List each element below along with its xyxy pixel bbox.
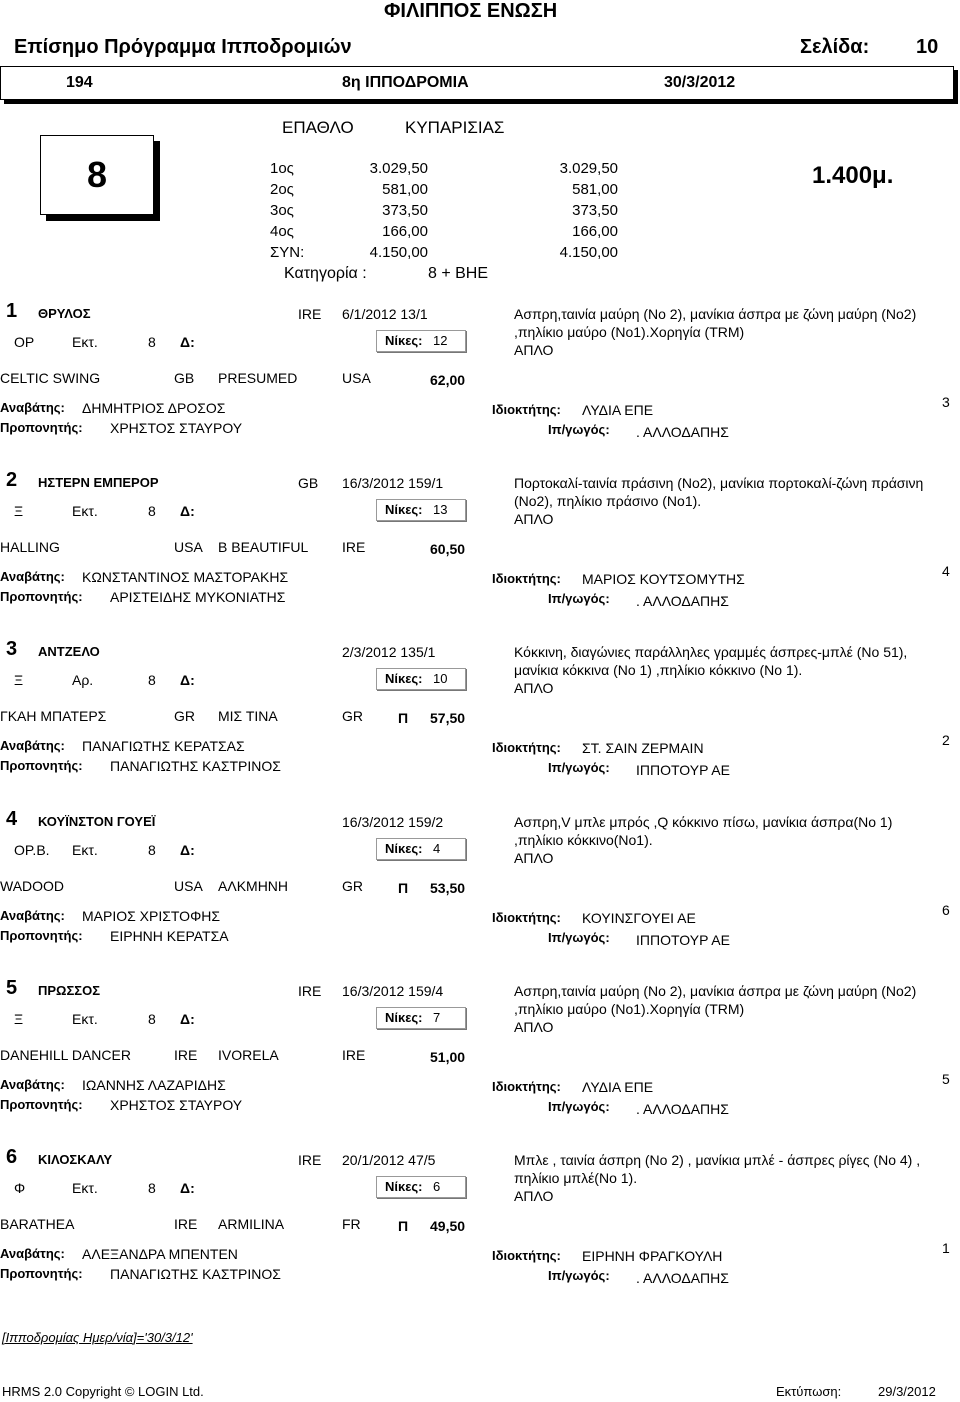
- club-name: ΦΙΛΙΠΠΟΣ ΕΝΩΣΗ: [384, 0, 558, 22]
- colors-line3: ΑΠΛΟ: [514, 1019, 554, 1035]
- prize-name: ΚΥΠΑΡΙΣΙΑΣ: [405, 118, 505, 137]
- horse-sex: Ξ: [14, 672, 24, 688]
- sire-country: IRE: [174, 1216, 198, 1232]
- race-date-note: [Ιπποδρομίας Ημερ/νία]='30/3/12': [2, 1330, 193, 1345]
- wins-box: [376, 330, 466, 352]
- sire-name: ΓΚΑΗ ΜΠΑΤΕΡΣ: [0, 708, 107, 724]
- draw-number: 2: [942, 732, 950, 748]
- place-label: 1ος: [270, 160, 294, 177]
- breeder-name: . ΑΛΛΟΔΑΠΗΣ: [636, 424, 729, 440]
- jockey-label: Αναβάτης:: [0, 569, 65, 584]
- sire-country: GB: [174, 370, 195, 386]
- draw-number: 6: [942, 902, 950, 918]
- dam-country: USA: [342, 370, 371, 386]
- colors-line2: πηλίκιο μπλέ(Νο 1).: [514, 1170, 638, 1186]
- category-label: Κατηγορία :: [284, 265, 367, 282]
- colors-line2: μανίκια κόκκινα (Νο 1) ,πηλίκιο κόκκινο (Νο 1).: [514, 662, 803, 678]
- prize-amount: 581,00: [572, 181, 618, 198]
- weight: 49,50: [430, 1218, 466, 1234]
- foal-flag: Π: [398, 880, 409, 896]
- trainer-label: Προπονητής:: [0, 758, 83, 773]
- breeder-name: . ΑΛΛΟΔΑΠΗΣ: [636, 593, 729, 609]
- horse-country: GB: [298, 475, 319, 491]
- jockey-label: Αναβάτης:: [0, 738, 65, 753]
- sire-name: WADOOD: [0, 878, 65, 894]
- colors-line2: ,πηλίκιο μαύρο (Νο1).Χορηγία (TRM): [514, 1001, 745, 1017]
- wins-label: Νίκες:: [385, 1179, 423, 1194]
- colors-line3: ΑΠΛΟ: [514, 1188, 554, 1204]
- horse-sex: Φ: [14, 1180, 26, 1196]
- page-label: Σελίδα:: [800, 36, 870, 58]
- dam-country: FR: [342, 1216, 361, 1232]
- jockey-name: ΔΗΜΗΤΡΙΟΣ ΔΡΟΣΟΣ: [82, 400, 226, 416]
- jockey-label: Αναβάτης:: [0, 400, 65, 415]
- horse-age-class: Εκτ.: [72, 842, 98, 858]
- dam-name: ΑΛΚΜΗΝΗ: [218, 878, 289, 894]
- horse-age: 8: [148, 334, 156, 350]
- prize-amount: 3.029,50: [369, 160, 428, 177]
- jockey-name: ΚΩΝΣΤΑΝΤΙΝΟΣ ΜΑΣΤΟΡΑΚΗΣ: [82, 569, 289, 585]
- wins-label: Νίκες:: [385, 841, 423, 856]
- print-label: Εκτύπωση:: [776, 1384, 842, 1399]
- wins-box: [376, 838, 466, 860]
- dam-name: PRESUMED: [218, 370, 298, 386]
- prize-label: ΕΠΑΘΛΟ: [282, 118, 354, 137]
- sire-name: CELTIC SWING: [0, 370, 101, 386]
- trainer-label: Προπονητής:: [0, 1097, 83, 1112]
- last-race: 2/3/2012 135/1: [342, 644, 436, 660]
- jockey-label: Αναβάτης:: [0, 1246, 65, 1261]
- trainer-name: ΧΡΗΣΤΟΣ ΣΤΑΥΡΟΥ: [110, 420, 243, 436]
- horse-age: 8: [148, 1011, 156, 1027]
- runner-number: 1: [6, 300, 18, 322]
- horse-sex: ΟΡ.Β.: [14, 842, 50, 858]
- colors-line2: ,πηλίκιο μαύρο (Νο1).Χορηγία (TRM): [514, 324, 745, 340]
- jockey-name: ΠΑΝΑΓΙΩΤΗΣ ΚΕΡΑΤΣΑΣ: [82, 738, 245, 754]
- breeder-label: Ιπ/γωγός:: [548, 760, 610, 775]
- colors-line1: Ασπρη,ταινία μαύρη (Νο 2), μανίκια άσπρα με ζώνη μαύρη (Νο2): [514, 983, 917, 999]
- place-label: ΣΥΝ:: [270, 244, 305, 261]
- horse-sex: Ξ: [14, 503, 24, 519]
- sire-country: GR: [174, 708, 195, 724]
- prize-amount: 581,00: [382, 181, 428, 198]
- runner-number: 3: [6, 638, 18, 660]
- horse-age-class: Εκτ.: [72, 1180, 98, 1196]
- horse-country: IRE: [298, 1152, 322, 1168]
- runner-number: 4: [6, 808, 18, 830]
- race-distance: 1.400μ.: [812, 162, 894, 189]
- breeder-name: . ΑΛΛΟΔΑΠΗΣ: [636, 1270, 729, 1286]
- meeting-number: 194: [66, 74, 93, 91]
- breeder-name: ΙΠΠΟΤΟΥΡ ΑΕ: [636, 762, 730, 778]
- ext-label: Δ:: [180, 842, 195, 858]
- colors-line1: Ασπρη,ταινία μαύρη (Νο 2), μανίκια άσπρα με ζώνη μαύρη (Νο2): [514, 306, 917, 322]
- draw-number: 3: [942, 394, 950, 410]
- ext-label: Δ:: [180, 503, 195, 519]
- horse-age: 8: [148, 503, 156, 519]
- prize-amount: 166,00: [382, 223, 428, 240]
- wins-box: [376, 1007, 466, 1029]
- draw-number: 4: [942, 563, 950, 579]
- prize-amounts-b: [540, 158, 618, 263]
- wins-value: 7: [433, 1010, 441, 1025]
- horse-age: 8: [148, 1180, 156, 1196]
- horse-name: ΚΟΥΪΝΣΤΟΝ ΓΟΥΕΪ: [38, 814, 156, 829]
- horse-age-class: Εκτ.: [72, 1011, 98, 1027]
- ext-label: Δ:: [180, 672, 195, 688]
- sire-name: BARATHEA: [0, 1216, 75, 1232]
- breeder-label: Ιπ/γωγός:: [548, 591, 610, 606]
- trainer-name: ΑΡΙΣΤΕΙΔΗΣ ΜΥΚΟΝΙΑΤΗΣ: [110, 589, 286, 605]
- place-label: 2ος: [270, 181, 294, 198]
- wins-value: 10: [433, 671, 448, 686]
- wins-label: Νίκες:: [385, 671, 423, 686]
- horse-sex: Ξ: [14, 1011, 24, 1027]
- wins-box: [376, 499, 466, 521]
- category-value: 8 + ΒΗΕ: [428, 265, 489, 282]
- sire-name: DANEHILL DANCER: [0, 1047, 131, 1063]
- last-race: 16/3/2012 159/2: [342, 814, 444, 830]
- print-date: 29/3/2012: [878, 1384, 936, 1399]
- horse-name: ΘΡΥΛΟΣ: [38, 306, 91, 321]
- horse-name: ΚΙΛΟΣΚΑΛΥ: [38, 1152, 113, 1167]
- horse-age: 8: [148, 842, 156, 858]
- horse-name: ΗΣΤΕΡΝ ΕΜΠΕΡΟΡ: [38, 475, 159, 490]
- weight: 51,00: [430, 1049, 466, 1065]
- trainer-name: ΠΑΝΑΓΙΩΤΗΣ ΚΑΣΤΡΙΝΟΣ: [110, 758, 281, 774]
- weight: 60,50: [430, 541, 466, 557]
- last-race: 6/1/2012 13/1: [342, 306, 428, 322]
- page-number: 10: [916, 36, 939, 58]
- foal-flag: Π: [398, 710, 409, 726]
- sire-name: HALLING: [0, 539, 60, 555]
- breeder-name: ΙΠΠΟΤΟΥΡ ΑΕ: [636, 932, 730, 948]
- trainer-label: Προπονητής:: [0, 420, 83, 435]
- sire-country: IRE: [174, 1047, 198, 1063]
- prize-amount: 4.150,00: [369, 244, 428, 261]
- horse-sex: ΟΡ: [14, 334, 35, 350]
- wins-value: 6: [433, 1179, 441, 1194]
- runner-number: 2: [6, 469, 18, 491]
- place-label: 4ος: [270, 223, 294, 240]
- trainer-label: Προπονητής:: [0, 1266, 83, 1281]
- prize-amount: 373,50: [572, 202, 618, 219]
- owner-label: Ιδιοκτήτης:: [492, 1079, 561, 1094]
- draw-number: 5: [942, 1071, 950, 1087]
- colors-line3: ΑΠΛΟ: [514, 342, 554, 358]
- race-number-box: 8: [40, 135, 154, 215]
- breeder-label: Ιπ/γωγός:: [548, 422, 610, 437]
- document-title: Επίσημο Πρόγραμμα Ιπποδρομιών: [14, 36, 352, 58]
- draw-number: 1: [942, 1240, 950, 1256]
- prize-amount: 166,00: [572, 223, 618, 240]
- jockey-name: ΜΑΡΙΟΣ ΧΡΙΣΤΟΦΗΣ: [82, 908, 221, 924]
- horse-age-class: Εκτ.: [72, 503, 98, 519]
- dam-country: GR: [342, 708, 363, 724]
- weight: 62,00: [430, 372, 466, 388]
- runner-number: 6: [6, 1146, 18, 1168]
- owner-label: Ιδιοκτήτης:: [492, 910, 561, 925]
- breeder-label: Ιπ/γωγός:: [548, 1099, 610, 1114]
- owner-name: ΛΥΔΙΑ ΕΠΕ: [582, 1079, 654, 1095]
- copyright: HRMS 2.0 Copyright © LOGIN Ltd.: [2, 1384, 204, 1399]
- colors-line1: Κόκκινη, διαγώνιες παράλληλες γραμμές άσπρες-μπλέ (Νο 51),: [514, 644, 908, 660]
- owner-label: Ιδιοκτήτης:: [492, 740, 561, 755]
- colors-line3: ΑΠΛΟ: [514, 511, 554, 527]
- colors-line3: ΑΠΛΟ: [514, 680, 554, 696]
- breeder-label: Ιπ/γωγός:: [548, 1268, 610, 1283]
- jockey-label: Αναβάτης:: [0, 1077, 65, 1092]
- dam-name: ARMILINA: [218, 1216, 285, 1232]
- weight: 53,50: [430, 880, 466, 896]
- trainer-label: Προπονητής:: [0, 589, 83, 604]
- owner-name: ΣΤ. ΣΑΙΝ ΖΕΡΜΑΙΝ: [582, 740, 704, 756]
- wins-label: Νίκες:: [385, 1010, 423, 1025]
- foal-flag: Π: [398, 1218, 409, 1234]
- horse-name: ΠΡΩΣΣΟΣ: [38, 983, 100, 998]
- prize-amount: 373,50: [382, 202, 428, 219]
- horse-age: 8: [148, 672, 156, 688]
- trainer-name: ΧΡΗΣΤΟΣ ΣΤΑΥΡΟΥ: [110, 1097, 243, 1113]
- owner-name: ΚΟΥΙΝΣΓΟΥΕΙ ΑΕ: [582, 910, 696, 926]
- place-label: 3ος: [270, 202, 294, 219]
- trainer-label: Προπονητής:: [0, 928, 83, 943]
- owner-name: ΜΑΡΙΟΣ ΚΟΥΤΣΟΜΥΤΗΣ: [582, 571, 745, 587]
- colors-line1: Μπλε , ταινία άσπρη (Νο 2) , μανίκια μπλέ - άσπρες ρίγες (Νο 4) ,: [514, 1152, 921, 1168]
- dam-name: B BEAUTIFUL: [218, 539, 309, 555]
- wins-label: Νίκες:: [385, 333, 423, 348]
- horse-age-class: Αρ.: [72, 672, 94, 688]
- prize-amount: 3.029,50: [559, 160, 618, 177]
- prize-amount: 4.150,00: [559, 244, 618, 261]
- dam-country: IRE: [342, 539, 366, 555]
- trainer-name: ΕΙΡΗΝΗ ΚΕΡΑΤΣΑ: [110, 928, 229, 944]
- horse-name: ΑΝΤΖΕΛΟ: [38, 644, 100, 659]
- wins-value: 12: [433, 333, 448, 348]
- last-race: 16/3/2012 159/1: [342, 475, 444, 491]
- wins-label: Νίκες:: [385, 502, 423, 517]
- jockey-name: ΑΛΕΞΑΝΔΡΑ ΜΠΕΝΤΕΝ: [82, 1246, 238, 1262]
- colors-line1: Πορτοκαλί-ταινία πράσινη (Νο2), μανίκια πορτοκαλί-ζώνη πράσινη: [514, 475, 924, 491]
- trainer-name: ΠΑΝΑΓΙΩΤΗΣ ΚΑΣΤΡΙΝΟΣ: [110, 1266, 281, 1282]
- owner-label: Ιδιοκτήτης:: [492, 571, 561, 586]
- places-column: [270, 158, 304, 263]
- colors-line1: Ασπρη,V μπλε μπρός ,Q κόκκινο πίσω, μανίκια άσπρα(Νο 1): [514, 814, 893, 830]
- meeting-bar: [0, 66, 954, 100]
- jockey-label: Αναβάτης:: [0, 908, 65, 923]
- horse-age-class: Εκτ.: [72, 334, 98, 350]
- sire-country: USA: [174, 539, 203, 555]
- colors-line2: (Νο2), πηλίκιο πράσινο (Νο1).: [514, 493, 702, 509]
- owner-label: Ιδιοκτήτης:: [492, 402, 561, 417]
- meeting-name: 8η ΙΠΠΟΔΡΟΜΙΑ: [342, 74, 469, 91]
- horse-country: IRE: [298, 983, 322, 999]
- colors-line2: ,πηλίκιο κόκκινο(Νο1).: [514, 832, 653, 848]
- horse-country: IRE: [298, 306, 322, 322]
- jockey-name: ΙΩΑΝΝΗΣ ΛΑΖΑΡΙΔΗΣ: [82, 1077, 226, 1093]
- dam-name: IVORELA: [218, 1047, 279, 1063]
- sire-country: USA: [174, 878, 203, 894]
- runner-number: 5: [6, 977, 18, 999]
- last-race: 20/1/2012 47/5: [342, 1152, 436, 1168]
- wins-value: 13: [433, 502, 448, 517]
- owner-name: ΛΥΔΙΑ ΕΠΕ: [582, 402, 654, 418]
- wins-value: 4: [433, 841, 441, 856]
- wins-box: [376, 668, 466, 690]
- weight: 57,50: [430, 710, 466, 726]
- ext-label: Δ:: [180, 1011, 195, 1027]
- last-race: 16/3/2012 159/4: [342, 983, 444, 999]
- meeting-date: 30/3/2012: [664, 74, 736, 91]
- dam-country: GR: [342, 878, 363, 894]
- breeder-name: . ΑΛΛΟΔΑΠΗΣ: [636, 1101, 729, 1117]
- owner-name: ΕΙΡΗΝΗ ΦΡΑΓΚΟΥΛΗ: [582, 1248, 723, 1264]
- dam-country: IRE: [342, 1047, 366, 1063]
- ext-label: Δ:: [180, 1180, 195, 1196]
- dam-name: ΜΙΣ ΤΙΝΑ: [218, 708, 278, 724]
- wins-box: [376, 1176, 466, 1198]
- prize-amounts-a: [350, 158, 428, 263]
- owner-label: Ιδιοκτήτης:: [492, 1248, 561, 1263]
- ext-label: Δ:: [180, 334, 195, 350]
- colors-line3: ΑΠΛΟ: [514, 850, 554, 866]
- breeder-label: Ιπ/γωγός:: [548, 930, 610, 945]
